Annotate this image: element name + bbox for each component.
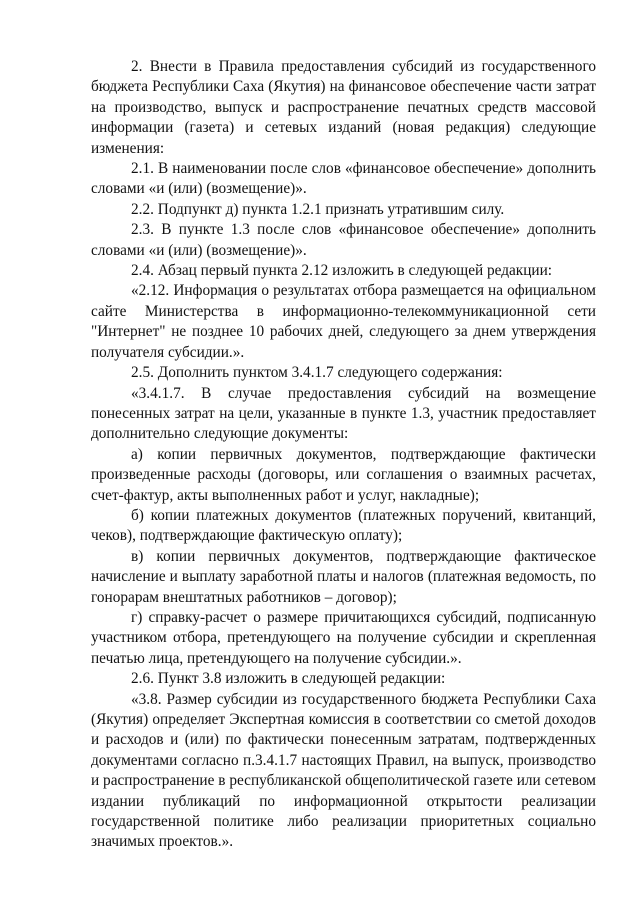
paragraph-2: 2. Внести в Правила предоставления субсидий из государственного бюджета Республики Саха (Якутия) на финансовое обеспечение части затрат на производство, выпуск и распространение печатных средств массовой информации (газета) и сетевых изданий (новая редакция) следующие изменения: (91, 58, 596, 157)
paragraph-2-3: 2.3. В пункте 1.3 после слов «финансовое обеспечение» дополнить словами «и (или) (возмещение)». (91, 221, 596, 259)
paragraph-2-4: 2.4. Абзац первый пункта 2.12 изложить в следующей редакции: (131, 262, 553, 280)
paragraph-2-5: 2.5. Дополнить пунктом 3.4.1.7 следующего содержания: (131, 364, 503, 382)
paragraph-2-2: 2.2. Подпункт д) пункта 1.2.1 признать утратившим силу. (131, 200, 505, 218)
document-body (91, 57, 596, 853)
paragraph-3-4-1-7-quote: «3.4.1.7. В случае предоставления субсидий на возмещение понесенных затрат на цели, указанные в пункте 1.3, участник предоставляет дополнительно следующие документы: (91, 384, 596, 443)
list-item-a: а) копии первичных документов, подтверждающие фактически произведенные расходы (договоры, или соглашения о взаимных расчетах, счет-фактур, акты выполненных работ и услуг, накладные); (91, 445, 596, 504)
paragraph-2-1: 2.1. В наименовании после слов «финансовое обеспечение» дополнить словами «и (или) (возмещение)». (91, 160, 596, 198)
list-item-b: б) копии платежных документов (платежных поручений, квитанций, чеков), подтверждающие фактическую оплату); (91, 506, 596, 545)
paragraph-3-8-quote: «3.8. Размер субсидии из государственного бюджета Республики Саха (Якутия) определяет Экспертная комиссия в соответствии со сметой доходов и расходов и (или) по фактически понесенным затратам, подтвержденных документами согласно п.3.4.1.7 настоящих Правил, на выпуск, производство и распространение в республиканской общеполитической газете или сетевом издании публикаций по информационной открытости реализации государственной политике либо реализации приоритетных социально значимых проектов.». (91, 690, 596, 851)
list-item-v: в) копии первичных документов, подтверждающие фактическое начисление и выплату заработной платы и налогов (платежная ведомость, по гонорарам внештатных работников – договор); (91, 547, 596, 606)
list-item-g: г) справку-расчет о размере причитающихся субсидий, подписанную участником отбора, претендующего на получение субсидии и скрепленная печатью лица, претендующего на получение субсидии.». (91, 608, 596, 667)
paragraph-2-6: 2.6. Пункт 3.8 изложить в следующей редакции: (131, 670, 446, 688)
paragraph-2-12-quote: «2.12. Информация о результатах отбора размещается на официальном сайте Министерства в информационно-телекоммуникационной сети "Интернет" не позднее 10 рабочих дней, следующего за днем утверждения получателя субсидии.». (91, 282, 596, 361)
